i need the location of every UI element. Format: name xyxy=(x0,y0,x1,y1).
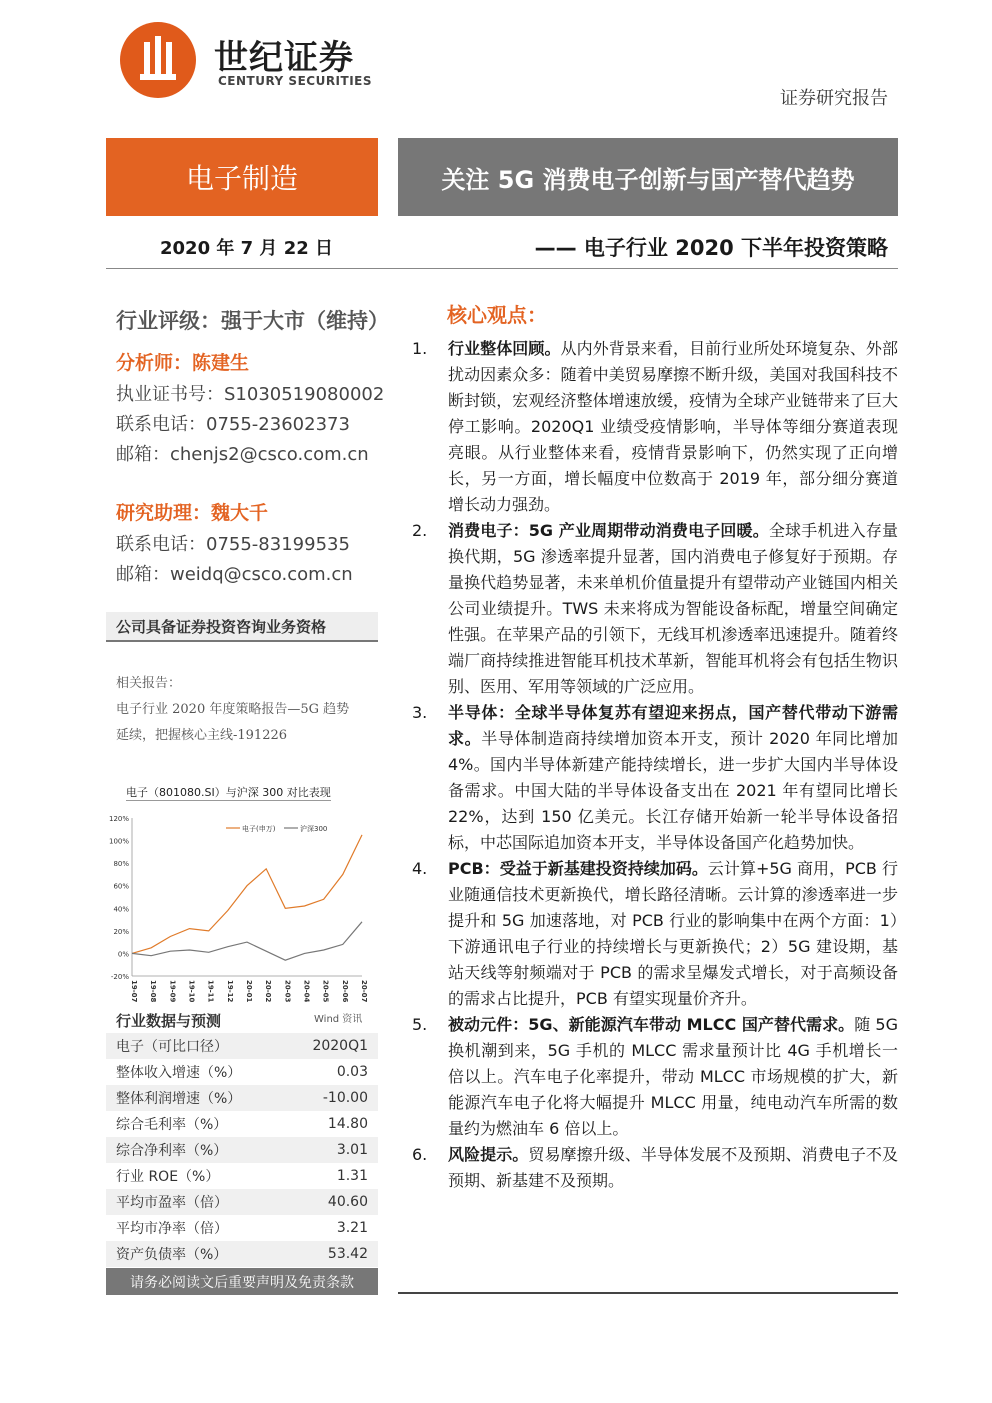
table-row xyxy=(106,1111,378,1137)
related-reports-label: 相关报告： xyxy=(116,676,182,691)
point-body xyxy=(448,518,898,700)
assistant-email: 邮箱：weidq@csco.com.cn xyxy=(116,564,353,585)
core-point xyxy=(410,1142,898,1194)
x-tick-label: 20-04 xyxy=(302,980,311,1003)
qualification-banner: 公司具备证券投资咨询业务资格 xyxy=(106,612,378,642)
point-text: 全球手机进入存量换代期，5G 渗透率提升显著，国内消费电子修复好于预期。存量换代趋势显著，未来单机价值量提升有望带动产业链国内相关公司业绩提升。TWS 未来将成为智能设备标配，增量空间确定性强。在苹果产品的引领下，无线耳机渗透率迅速提升。随着终端厂商持续推进智能耳机技术革新，智能耳机将会有包括生物识别、医用、军用等领域的广泛应用。 xyxy=(448,521,898,696)
header-divider xyxy=(106,268,898,269)
table-cell-value: -10.00 xyxy=(285,1085,378,1111)
y-tick-label: -20% xyxy=(110,973,129,981)
point-text: 从内外背景来看，目前行业所处环境复杂、外部扰动因素众多：随着中美贸易摩擦不断升级，美国对我国科技不断封锁，宏观经济整体增速放缓，疫情为全球产业链带来了巨大停工影响。2020Q1 业绩受疫情影响，半导体等细分赛道表现亮眼。从行业整体来看，疫情背景影响下，仍然实现了正向增长，另一方面，增长幅度中位数高于 2019 年，部分细分赛道增长动力强劲。 xyxy=(448,339,898,514)
point-body xyxy=(448,1012,898,1142)
disclaimer-banner: 请务必阅读文后重要声明及免责条款 xyxy=(106,1268,378,1295)
x-tick-label: 20-01 xyxy=(245,980,253,1003)
performance-chart-svg xyxy=(106,806,378,1028)
y-tick-label: 20% xyxy=(113,927,129,936)
x-tick-label: 20-05 xyxy=(321,980,330,1003)
sector-label: 电子制造 xyxy=(106,138,378,216)
point-body xyxy=(448,1142,898,1194)
brand-name-en: CENTURY SECURITIES xyxy=(218,74,373,88)
analyst-phone: 联系电话：0755-23602373 xyxy=(116,414,350,435)
y-tick-label: 0% xyxy=(117,950,129,959)
report-type: 证券研究报告 xyxy=(780,88,888,109)
assistant-name: 研究助理：魏大千 xyxy=(116,502,269,524)
point-number: 4. xyxy=(412,859,428,878)
point-lead: 被动元件：5G、新能源汽车带动 MLCC 国产替代需求。 xyxy=(448,1015,855,1034)
table-cell-value: 3.01 xyxy=(285,1137,378,1163)
related-report-line1: 电子行业 2020 年度策略报告—5G 趋势 xyxy=(116,702,350,717)
table-cell-value: 3.21 xyxy=(336,1220,368,1236)
x-tick-label: 20-07 xyxy=(360,980,368,1003)
series-line xyxy=(132,922,362,960)
point-lead: 风险提示。 xyxy=(448,1145,529,1164)
core-views-list xyxy=(410,336,898,1194)
assistant-phone: 联系电话：0755-83199535 xyxy=(116,534,350,555)
core-point xyxy=(410,1012,898,1142)
table-cell-value: 0.03 xyxy=(336,1064,368,1080)
performance-chart xyxy=(106,806,378,1028)
company-logo xyxy=(120,22,196,98)
table-row xyxy=(106,1059,378,1085)
x-tick-label: 19-07 xyxy=(130,980,138,1003)
legend-label: 电子(申万) xyxy=(242,825,276,833)
table-cell-label: 平均市净率（倍） xyxy=(116,1221,228,1237)
table-row xyxy=(106,1137,378,1163)
core-point xyxy=(410,518,898,700)
core-point xyxy=(410,336,898,518)
table-cell-label: 综合毛利率（%） xyxy=(116,1117,228,1133)
point-number: 6. xyxy=(412,1145,428,1164)
point-text: 随 5G 换机潮到来，5G 手机的 MLCC 需求量预计比 4G 手机增长一倍以上。汽车电子化率提升，带动 MLCC 市场规模的扩大，新能源汽车电子化将大幅提升 MLCC 用量，纯电动汽车所需的数量约为燃油车 6 倍以上。 xyxy=(448,1015,898,1138)
table-cell-value: 53.42 xyxy=(285,1241,378,1267)
point-lead: 消费电子：5G 产业周期带动消费电子回暖。 xyxy=(448,521,769,540)
point-body xyxy=(448,700,898,856)
analyst-email: 邮箱：chenjs2@csco.com.cn xyxy=(116,444,369,465)
point-number: 5. xyxy=(412,1015,428,1034)
table-heading: 行业数据与预测 xyxy=(116,1012,222,1030)
table-cell-label: 整体收入增速（%） xyxy=(116,1065,242,1081)
report-date: 2020 年 7 月 22 日 xyxy=(160,238,334,259)
table-cell-label: 电子（可比口径） xyxy=(106,1033,285,1059)
y-tick-label: 80% xyxy=(113,860,129,869)
point-number: 3. xyxy=(412,703,428,722)
series-line xyxy=(132,835,362,954)
x-tick-label: 19-12 xyxy=(225,980,234,1003)
x-tick-label: 20-02 xyxy=(264,980,273,1003)
x-tick-label: 19-09 xyxy=(168,980,177,1003)
core-views-heading: 核心观点： xyxy=(447,303,547,327)
table-source: Wind 资讯 xyxy=(314,1014,363,1025)
bottom-rule xyxy=(398,1292,898,1294)
point-text: 云计算+5G 商用，PCB 行业随通信技术更新换代，增长路径清晰。云计算的渗透率进一步提升和 5G 加速落地，对 PCB 行业的影响集中在两个方面：1）下游通讯电子行业的持续增长与更新换代；2）5G 建设期，基站天线等射频端对于 PCB 的需求呈爆发式增长，对于高频设备的需求占比提升，PCB 有望实现量价齐升。 xyxy=(448,859,898,1008)
table-row xyxy=(106,1033,378,1059)
x-tick-label: 20-03 xyxy=(283,980,292,1003)
table-cell-label: 整体利润增速（%） xyxy=(106,1085,285,1111)
legend-label: 沪深300 xyxy=(300,825,328,833)
y-tick-label: 100% xyxy=(108,837,129,846)
x-tick-label: 20-06 xyxy=(340,980,349,1003)
table-cell-label: 综合净利率（%） xyxy=(106,1137,285,1163)
related-report-line2: 延续，把握核心主线-191226 xyxy=(116,728,288,743)
table-cell-value: 40.60 xyxy=(285,1189,378,1215)
x-tick-label: 19-11 xyxy=(206,980,215,1003)
point-text: 贸易摩擦升级、半导体发展不及预期、消费电子不及预期、新基建不及预期。 xyxy=(448,1145,898,1190)
table-row xyxy=(106,1241,378,1267)
table-cell-value: 2020Q1 xyxy=(285,1033,378,1059)
x-tick-label: 19-10 xyxy=(187,980,196,1003)
x-tick-label: 19-08 xyxy=(149,980,158,1003)
table-cell-label: 行业 ROE（%） xyxy=(116,1169,220,1185)
industry-rating: 行业评级：强于大市（维持） xyxy=(116,309,389,333)
point-text: 半导体制造商持续增加资本开支，预计 2020 年同比增加 4%。国内半导体新建产能持续增长，进一步扩大国内半导体设备需求。中国大陆的半导体设备支出在 2021 年有望同比增长 22%，达到 150 亿美元。长江存储开始新一轮半导体设备招标，中芯国际追加资本开支，半导体设备国产化趋势加快。 xyxy=(448,729,898,852)
industry-data-table xyxy=(106,1033,378,1267)
y-tick-label: 60% xyxy=(113,882,129,891)
point-lead: 半导体：全球半导体复苏有望迎来拐点，国产替代带动下游需求。 xyxy=(448,703,898,748)
point-body xyxy=(448,856,898,1012)
table-row xyxy=(106,1189,378,1215)
point-body xyxy=(448,336,898,518)
core-point xyxy=(410,700,898,856)
table-cell-value: 1.31 xyxy=(336,1168,368,1184)
analyst-cert: 执业证书号：S1030519080002 xyxy=(116,384,385,405)
table-cell-value: 14.80 xyxy=(327,1116,368,1132)
core-point xyxy=(410,856,898,1012)
point-lead: 行业整体回顾。 xyxy=(448,339,561,358)
point-number: 2. xyxy=(412,521,428,540)
y-tick-label: 120% xyxy=(108,815,129,823)
chart-title: 电子（801080.SI）与沪深 300 对比表现 xyxy=(126,786,331,799)
table-row xyxy=(106,1215,378,1241)
analyst-name: 分析师：陈建生 xyxy=(116,352,250,374)
point-number: 1. xyxy=(412,339,428,358)
report-title: 关注 5G 消费电子创新与国产替代趋势 xyxy=(398,138,898,216)
y-tick-label: 40% xyxy=(113,905,129,914)
point-lead: PCB：受益于新基建投资持续加码。 xyxy=(448,859,708,878)
table-cell-label: 资产负债率（%） xyxy=(106,1241,285,1267)
report-subtitle: —— 电子行业 2020 下半年投资策略 xyxy=(534,236,888,260)
table-row xyxy=(106,1085,378,1111)
table-cell-label: 平均市盈率（倍） xyxy=(106,1189,285,1215)
table-row xyxy=(106,1163,378,1189)
brand-name-cn: 世纪证券 xyxy=(214,38,354,78)
